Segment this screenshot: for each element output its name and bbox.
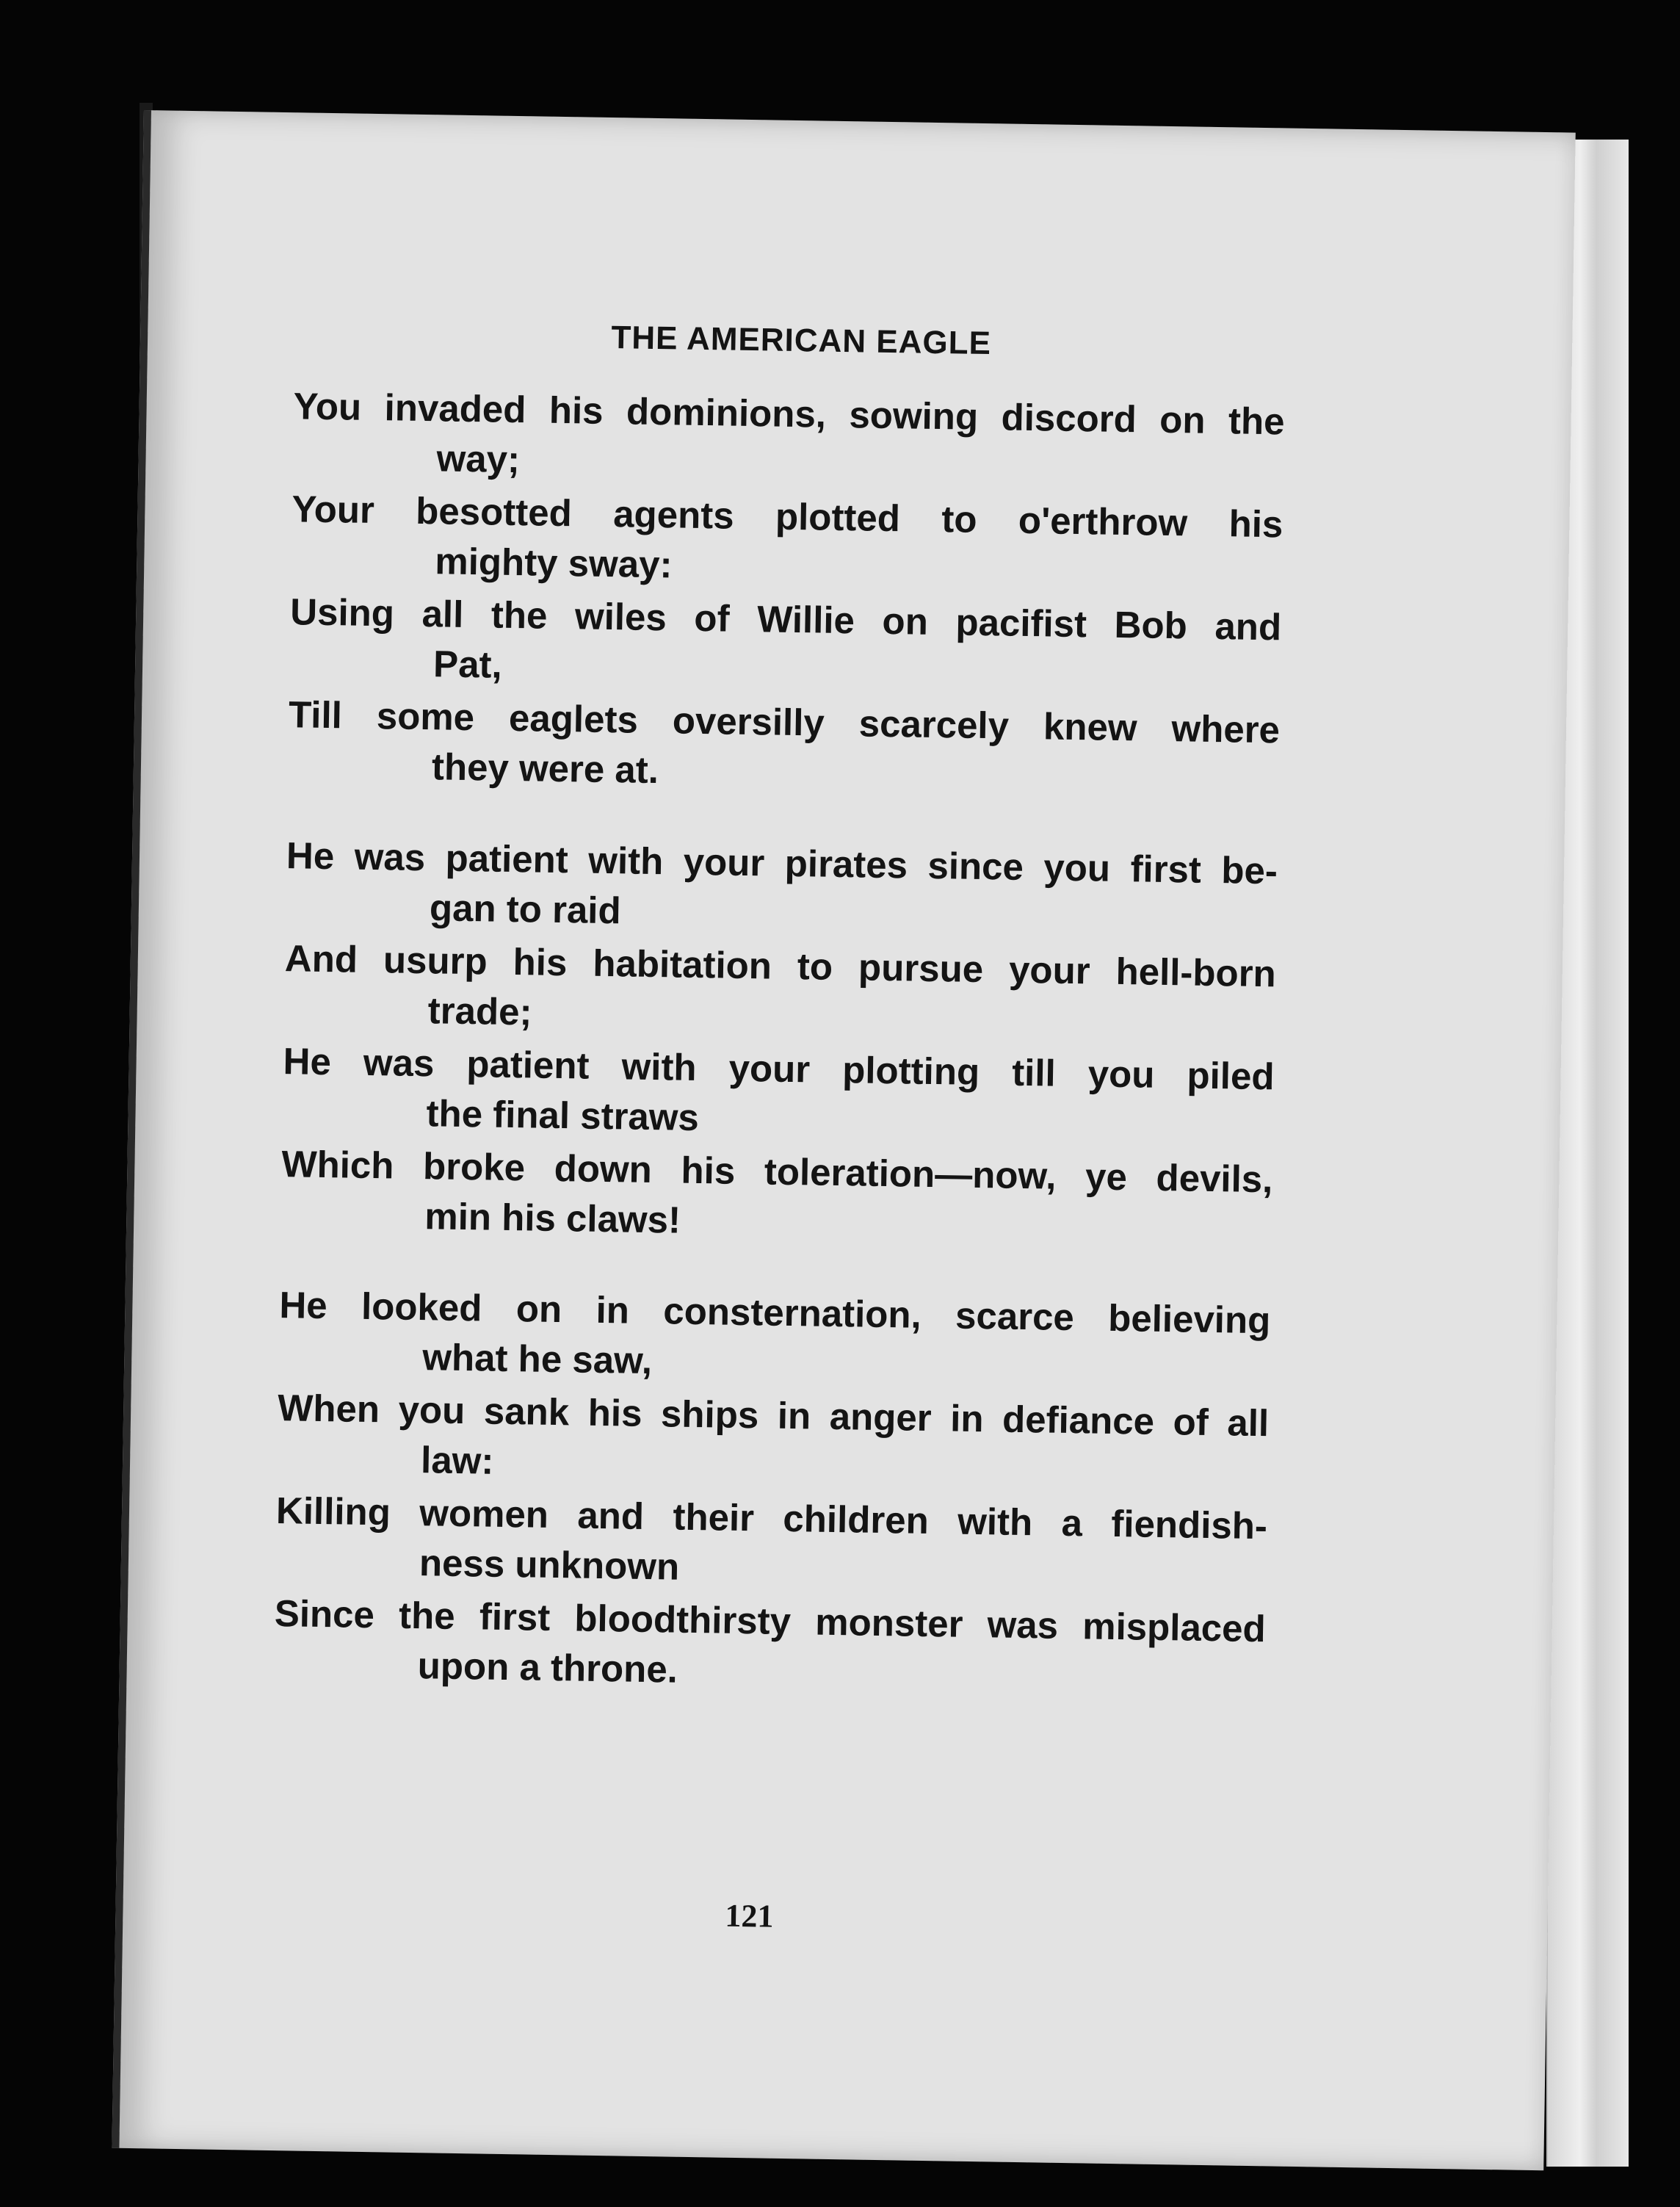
running-title: THE AMERICAN EAGLE bbox=[611, 319, 992, 362]
verse-line: And usurp his habitation to pursue your hell-born bbox=[284, 937, 1277, 995]
verse-line-continuation: mighty sway: bbox=[434, 540, 673, 586]
verse-line-continuation: gan to raid bbox=[429, 886, 622, 932]
verse-line-continuation: way; bbox=[436, 437, 521, 481]
verse-line: When you sank his ships in anger in defiance of all bbox=[277, 1387, 1270, 1445]
verse-line: Till some eaglets oversilly scarcely knew where bbox=[288, 693, 1281, 751]
verse-line-continuation: ness unknown bbox=[419, 1542, 680, 1588]
verse-line-continuation: Pat, bbox=[432, 643, 503, 686]
verse-line-continuation: they were at. bbox=[431, 745, 659, 792]
verse-line: He was patient with your plotting till you piled bbox=[283, 1040, 1275, 1098]
verse-line: Killing women and their children with a fiendish- bbox=[275, 1489, 1268, 1547]
verse-line: You invaded his dominions, sowing discord on the bbox=[293, 385, 1285, 443]
book-page bbox=[112, 110, 1575, 2170]
verse-line: Using all the wiles of Willie on pacifist Bob and bbox=[289, 590, 1282, 649]
stanza-3 bbox=[273, 1282, 1270, 1702]
verse-line: Which broke down his toleration—now, ye devils, bbox=[281, 1143, 1273, 1201]
page-number: 121 bbox=[725, 1897, 774, 1935]
verse-line-continuation: trade; bbox=[427, 989, 532, 1033]
verse-line: He looked on in consternation, scarce believing bbox=[279, 1284, 1271, 1342]
verse-line: Your besotted agents plotted to o'erthrow his bbox=[292, 488, 1283, 546]
verse-line: Since the first bloodthirsty monster was misplaced bbox=[274, 1592, 1267, 1650]
stanza-2 bbox=[280, 833, 1278, 1252]
stanza-1 bbox=[288, 383, 1285, 803]
verse-line-continuation: law: bbox=[420, 1439, 494, 1482]
verse-line-continuation: the final straws bbox=[426, 1092, 700, 1139]
verse-line-continuation: min his claws! bbox=[424, 1195, 681, 1241]
verse-line-continuation: what he saw, bbox=[421, 1336, 653, 1382]
verse-line: He was patient with your pirates since you first be- bbox=[286, 834, 1278, 892]
page-content bbox=[272, 314, 1286, 1747]
verse-line-continuation: upon a throne. bbox=[417, 1644, 678, 1691]
